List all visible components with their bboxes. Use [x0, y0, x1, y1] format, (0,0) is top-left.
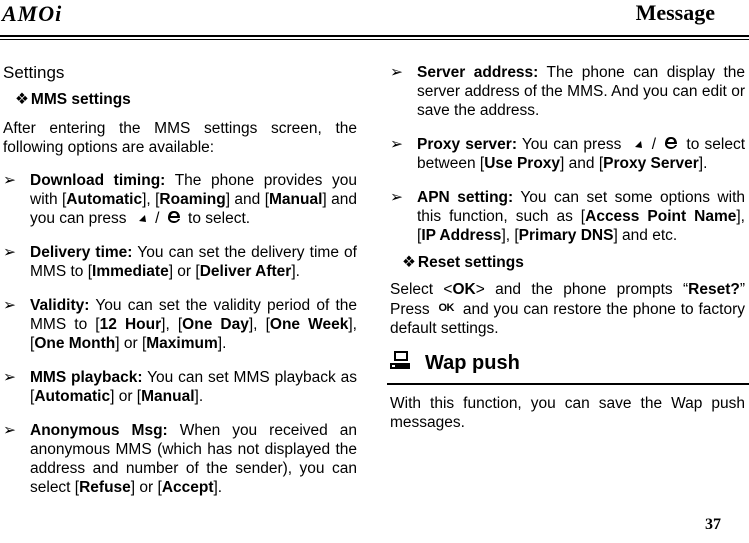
arrow-bullet-icon: ➢ [3, 297, 16, 314]
wap-push-title: Wap push [425, 352, 520, 374]
subheading-mms-settings: ❖ MMS settings [15, 91, 131, 108]
header-title: Message [635, 0, 715, 25]
header-rule-thin [0, 39, 749, 40]
section-title: Settings [3, 63, 65, 82]
wap-push-rule [387, 383, 749, 385]
arrow-bullet-icon: ➢ [3, 369, 16, 386]
item-download-timing: ➢ Download timing: The phone provides you with [Automatic], [Roaming] and [Manual] and you can press / to select. [3, 172, 357, 227]
item-anonymous-msg: ➢ Anonymous Msg: When you received an anonymous MMS (which has not displayed the address and number of the sender), you can select [Refuse] or [Accept]. [3, 422, 357, 496]
arrow-bullet-icon: ➢ [390, 189, 403, 206]
page-number: 37 [705, 516, 721, 533]
item-apn-setting: ➢ APN setting: You can set some options with this function, such as [Access Point Name], [IP Address], [Primary DNS] and etc. [390, 189, 745, 244]
arrow-bullet-icon: ➢ [390, 64, 403, 81]
intro-paragraph: After entering the MMS settings screen, the following options are available: [3, 120, 357, 156]
ok-key-icon: OK [438, 302, 454, 314]
amoi-logo: AMOi [2, 1, 63, 26]
left-soft-key-icon [133, 209, 149, 225]
right-column [390, 63, 745, 432]
right-soft-key-icon [166, 209, 182, 225]
right-soft-key-icon [663, 135, 679, 151]
reset-paragraph: Select <OK> and the phone prompts “Reset?” Press OK and you can restore the phone to factory default settings. [390, 281, 746, 337]
header-rule [0, 35, 749, 37]
diamond-bullet-icon: ❖ [402, 254, 416, 271]
arrow-bullet-icon: ➢ [3, 422, 16, 439]
arrow-bullet-icon: ➢ [3, 244, 16, 261]
diamond-bullet-icon: ❖ [15, 91, 29, 108]
item-validity: ➢ Validity: You can set the validity period of the MMS to [12 Hour], [One Day], [One Week], [One Month] or [Maximum]. [3, 297, 357, 352]
left-column [3, 63, 357, 512]
arrow-bullet-icon: ➢ [3, 172, 16, 189]
left-soft-key-icon [629, 135, 645, 151]
item-server-address: ➢ Server address: The phone can display the server address of the MMS. And you can edit or save the address. [390, 64, 745, 119]
subheading-reset-settings: ❖ Reset settings [402, 254, 524, 271]
item-delivery-time: ➢ Delivery time: You can set the delivery time of MMS to [Immediate] or [Deliver After]. [3, 244, 357, 280]
monitor-icon [390, 350, 410, 370]
item-mms-playback: ➢ MMS playback: You can set MMS playback as [Automatic] or [Manual]. [3, 369, 357, 405]
item-proxy-server: ➢ Proxy server: You can press / to select between [Use Proxy] and [Proxy Server]. [390, 136, 746, 172]
wap-push-paragraph: With this function, you can save the Wap push messages. [390, 395, 745, 431]
arrow-bullet-icon: ➢ [390, 136, 403, 153]
wap-push-heading [390, 350, 745, 380]
